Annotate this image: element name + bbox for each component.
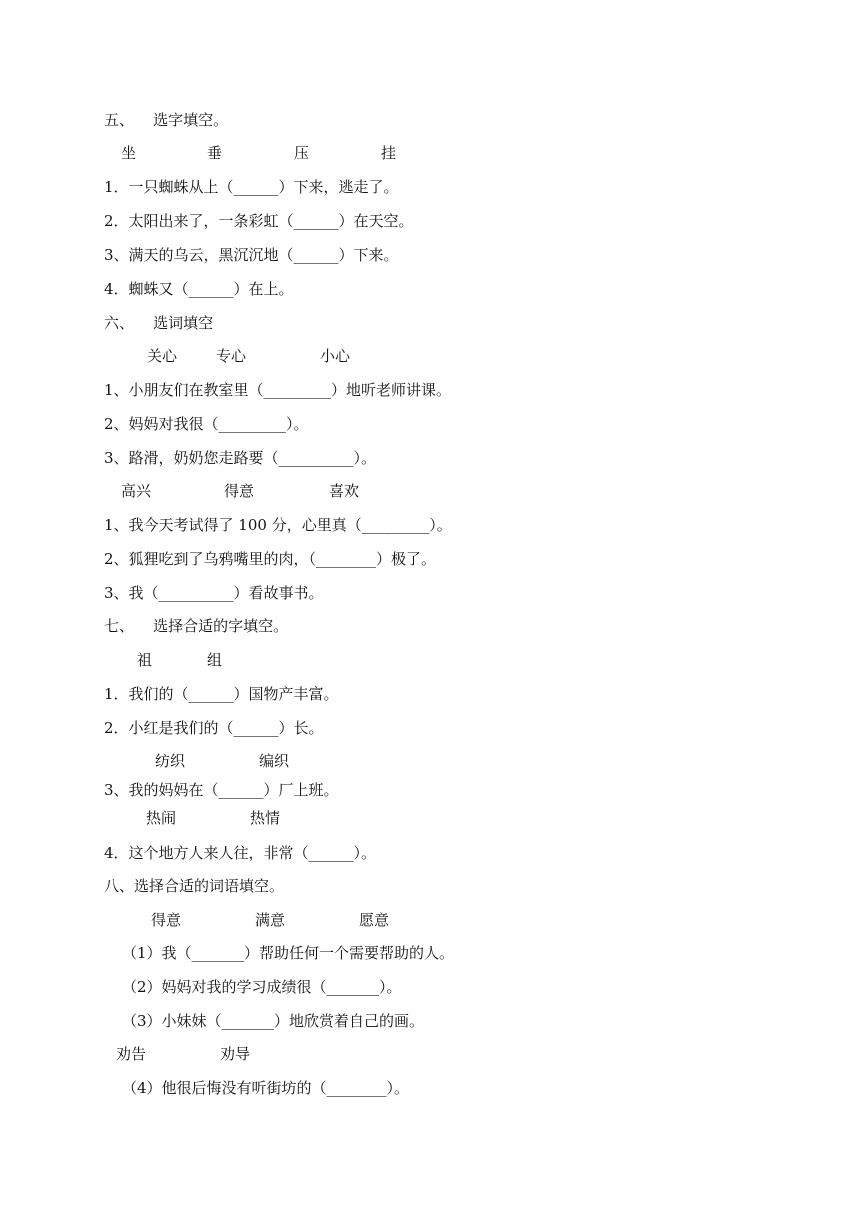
section-5-heading: 五、 选字填空。 bbox=[104, 111, 229, 129]
question-item: 3、我的妈妈在（______）厂上班。 bbox=[104, 781, 339, 799]
word-option: 劝导 bbox=[220, 1045, 251, 1063]
word-option: 纺织 bbox=[155, 752, 186, 770]
question-item: 1．我们的（______）国物产丰富。 bbox=[104, 685, 339, 703]
question-item: 2．小红是我们的（______）长。 bbox=[104, 719, 324, 737]
word-option: 得意 bbox=[151, 911, 182, 929]
word-option: 小心 bbox=[320, 347, 351, 365]
word-option: 关心 bbox=[147, 347, 178, 365]
word-option: 满意 bbox=[255, 911, 286, 929]
word-option: 喜欢 bbox=[329, 482, 360, 500]
question-item: 2．太阳出来了，一条彩虹（______）在天空。 bbox=[104, 212, 414, 230]
question-item: 3、满天的乌云，黑沉沉地（______）下来。 bbox=[104, 246, 399, 264]
word-option: 热情 bbox=[250, 809, 281, 827]
word-option: 组 bbox=[207, 651, 223, 669]
question-item: 3、路滑，奶奶您走路要（__________）。 bbox=[104, 449, 377, 467]
word-option: 高兴 bbox=[121, 482, 152, 500]
question-item: （2）妈妈对我的学习成绩很（_______）。 bbox=[122, 978, 402, 996]
word-option: 垂 bbox=[207, 144, 223, 162]
word-option: 祖 bbox=[137, 651, 153, 669]
word-option: 坐 bbox=[121, 144, 137, 162]
question-item: 3、我（__________）看故事书。 bbox=[104, 584, 324, 602]
question-item: （3）小妹妹（_______）地欣赏着自己的画。 bbox=[122, 1012, 425, 1030]
question-item: 1、我今天考试得了 100 分，心里真（_________）。 bbox=[104, 516, 452, 534]
question-item: （1）我（_______）帮助任何一个需要帮助的人。 bbox=[122, 944, 455, 962]
question-item: （4）他很后悔没有听街坊的（________）。 bbox=[122, 1079, 410, 1097]
question-item: 4．蜘蛛又（______）在上。 bbox=[104, 280, 294, 298]
question-item: 4．这个地方人来人往，非常（______）。 bbox=[104, 844, 377, 862]
section-7-heading: 七、 选择合适的字填空。 bbox=[104, 617, 289, 635]
word-option: 压 bbox=[294, 144, 310, 162]
section-6-heading: 六、 选词填空 bbox=[104, 314, 214, 332]
word-option: 得意 bbox=[224, 482, 255, 500]
section-8-heading: 八、选择合适的词语填空。 bbox=[104, 877, 285, 895]
word-option: 劝告 bbox=[116, 1045, 147, 1063]
question-item: 1、小朋友们在教室里（_________）地听老师讲课。 bbox=[104, 381, 452, 399]
word-option: 专心 bbox=[216, 347, 247, 365]
word-option: 愿意 bbox=[359, 911, 390, 929]
question-item: 2、狐狸吃到了乌鸦嘴里的肉，（________）极了。 bbox=[104, 550, 437, 568]
question-item: 1．一只蜘蛛从上（______）下来，逃走了。 bbox=[104, 178, 399, 196]
question-item: 2、妈妈对我很（_________）。 bbox=[104, 415, 309, 433]
word-option: 编织 bbox=[259, 752, 290, 770]
word-option: 热闹 bbox=[146, 809, 177, 827]
word-option: 挂 bbox=[381, 144, 397, 162]
